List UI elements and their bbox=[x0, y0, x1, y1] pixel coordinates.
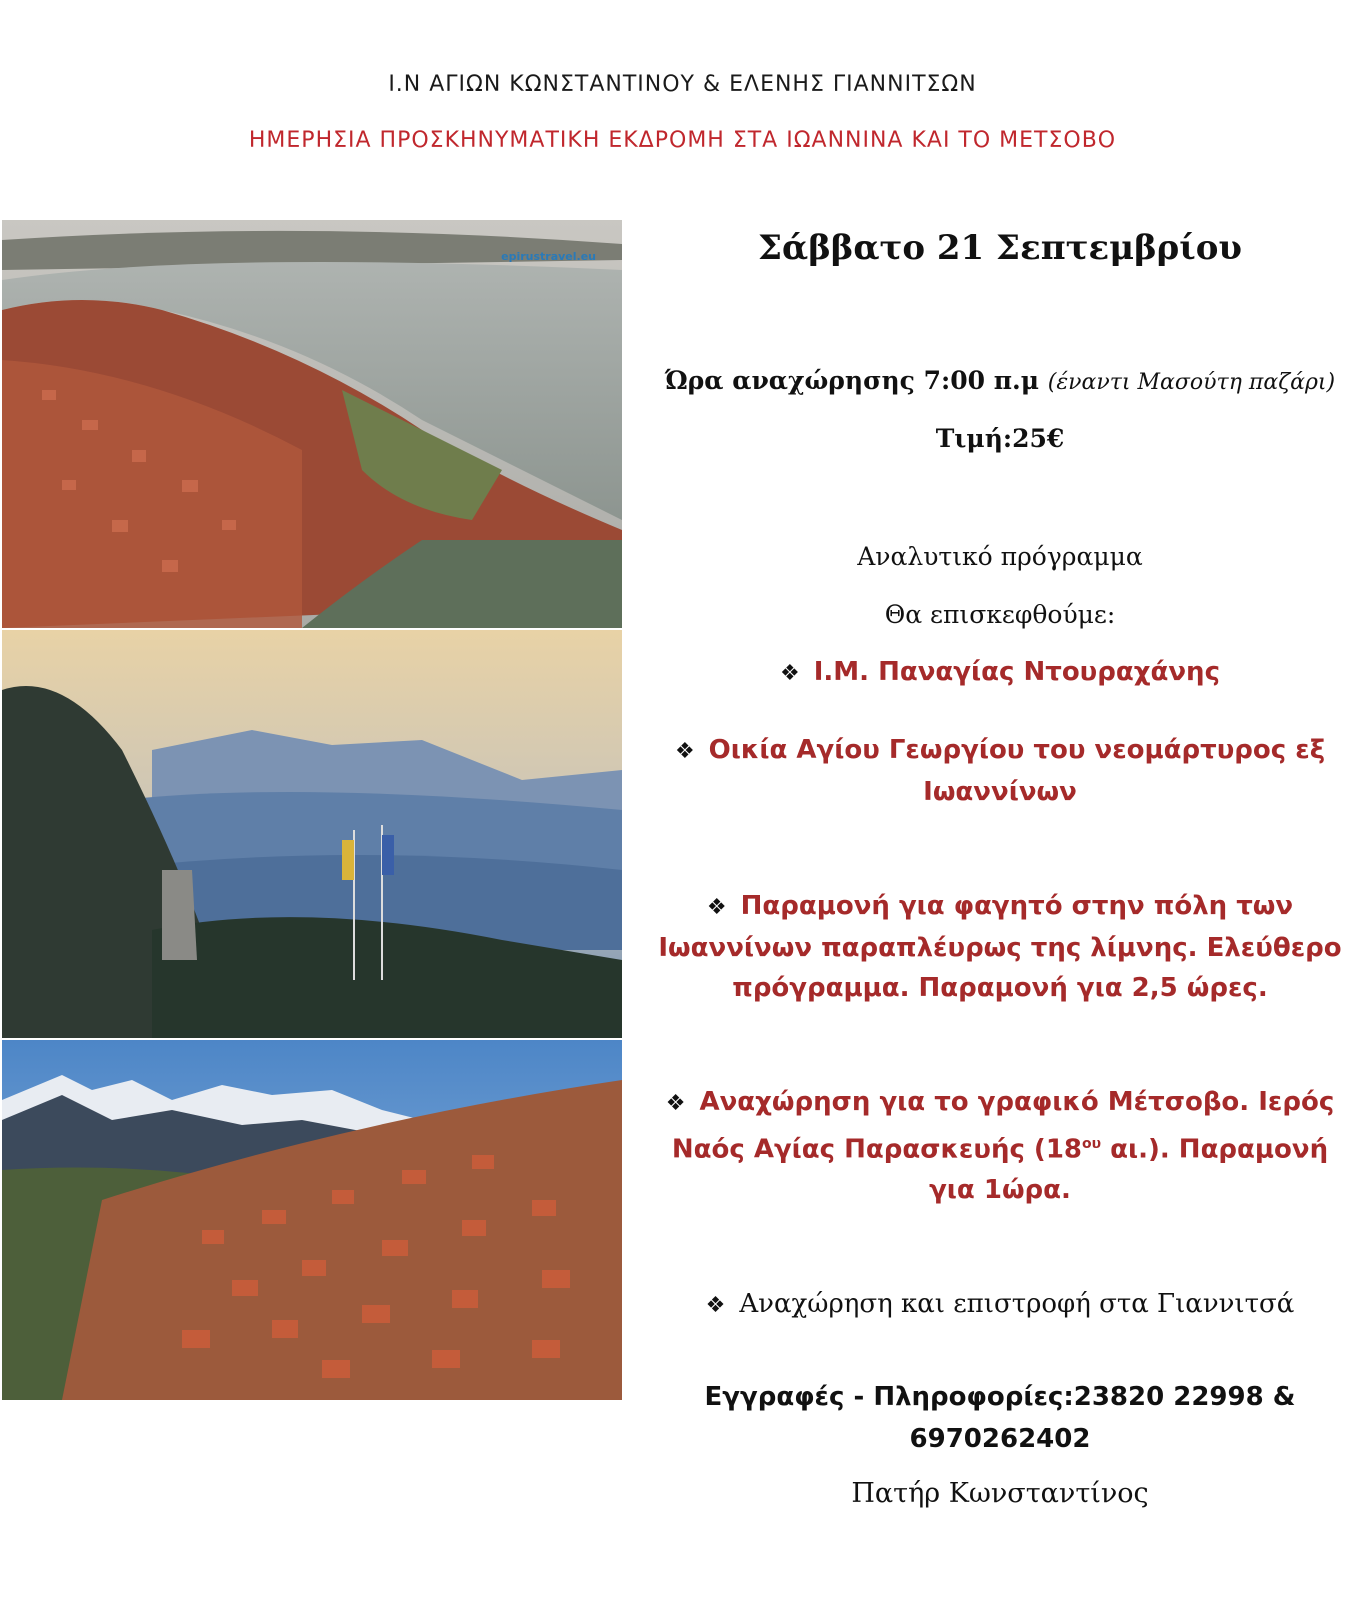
program-item-text: πρόγραμμα. Παραμονή για 2,5 ώρες. bbox=[732, 973, 1268, 1003]
program-item-text: αι.). Παραμονή bbox=[1101, 1134, 1329, 1165]
ioannina-lake-photo bbox=[2, 220, 622, 628]
program-item bbox=[650, 730, 1350, 812]
diamond-bullet-icon: ❖ bbox=[706, 895, 727, 920]
contact-line: Εγγραφές - Πληροφορίες:23820 22998 & bbox=[704, 1382, 1296, 1412]
mountain-view-photo bbox=[2, 630, 622, 1038]
trip-price: Τιμή:25€ bbox=[935, 424, 1065, 453]
metsovo-village-photo bbox=[2, 1040, 622, 1400]
contact-info bbox=[650, 1376, 1350, 1460]
program-item-text: Αναχώρηση για το γραφικό Μέτσοβο. Ιερός bbox=[699, 1087, 1335, 1117]
program-item-text: Παραμονή για φαγητό στην πόλη των bbox=[740, 891, 1294, 921]
departure-location: (έναντι Μασούτη παζάρι) bbox=[1047, 370, 1336, 395]
departure-info bbox=[650, 366, 1350, 395]
trip-title: ΗΜΕΡΗΣΙΑ ΠΡΟΣΚΗΝΥΜΑΤΙΚΗ ΕΚΔΡΟΜΗ ΣΤΑ ΙΩΑΝΝΙΝΑ ΚΑΙ ΤΟ ΜΕΤΣΟΒΟ bbox=[248, 128, 1117, 153]
program-item bbox=[650, 886, 1350, 1008]
parish-title: Ι.Ν ΑΓΙΩΝ ΚΩΝΣΤΑΝΤΙΝΟΥ & ΕΛΕΝΗΣ ΓΙΑΝΝΙΤΣΩΝ bbox=[388, 72, 977, 97]
program-heading: Αναλυτικό πρόγραμμα bbox=[857, 542, 1143, 571]
contact-phone: 6970262402 bbox=[909, 1424, 1091, 1454]
program-item-text: Ιωαννίνων παραπλέυρως της λίμνης. Ελεύθερο bbox=[658, 933, 1342, 963]
superscript: ου bbox=[1082, 1136, 1102, 1152]
program-item-text: Οικία Αγίου Γεωργίου του νεομάρτυρος εξ bbox=[708, 735, 1326, 765]
program-item-text: Αναχώρηση και επιστροφή στα Γιαννιτσά bbox=[739, 1289, 1295, 1319]
program-item-text: για 1ώρα. bbox=[929, 1174, 1071, 1205]
departure-time: Ώρα αναχώρησης 7:00 π.μ bbox=[664, 366, 1040, 395]
signature: Πατήρ Κωνσταντίνος bbox=[851, 1478, 1149, 1509]
program-item-text: Ιωαννίνων bbox=[923, 777, 1077, 807]
program-item-text: Ναός Αγίας Παρασκευής (18 bbox=[671, 1134, 1082, 1165]
visit-heading: Θα επισκεφθούμε: bbox=[884, 600, 1116, 629]
photo-watermark: epirustravel.eu bbox=[501, 250, 596, 263]
program-item bbox=[650, 652, 1350, 694]
program-item bbox=[650, 1284, 1350, 1326]
diamond-bullet-icon: ❖ bbox=[674, 739, 695, 764]
diamond-bullet-icon: ❖ bbox=[780, 661, 800, 686]
diamond-bullet-icon: ❖ bbox=[665, 1091, 686, 1116]
trip-date: Σάββατο 21 Σεπτεμβρίου bbox=[757, 228, 1242, 268]
program-item-text: Ι.Μ. Παναγίας Ντουραχάνης bbox=[813, 657, 1220, 687]
program-item bbox=[650, 1082, 1350, 1210]
photo-column bbox=[2, 220, 622, 1400]
diamond-bullet-icon: ❖ bbox=[705, 1293, 726, 1318]
